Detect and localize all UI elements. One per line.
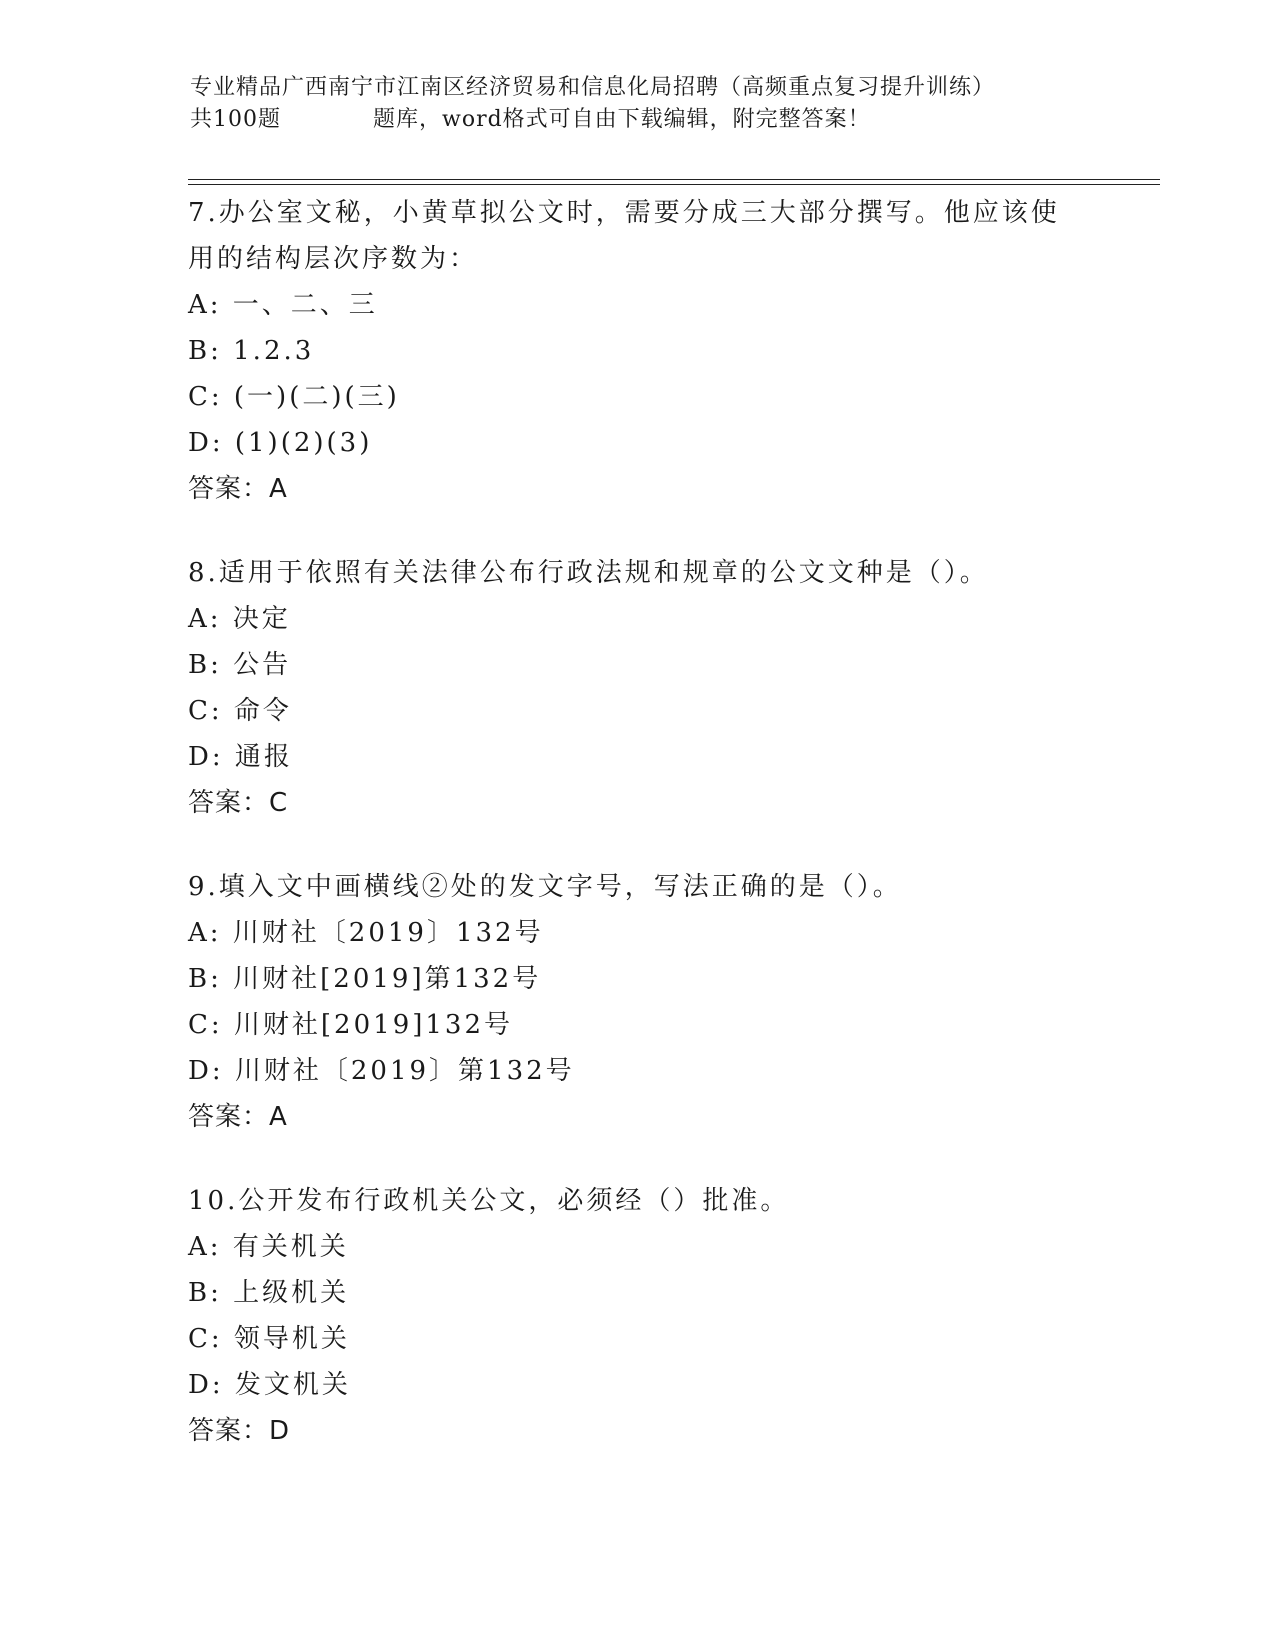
question-9 [188, 864, 1088, 1140]
question-10 [188, 1178, 1088, 1454]
option-b: B: 上级机关 [188, 1278, 350, 1308]
question-7 [188, 190, 1088, 512]
header-divider-bottom [188, 184, 1160, 185]
answer: 答案：D [188, 1416, 291, 1446]
question-stem: 8.适用于依照有关法律公布行政法规和规章的公文文种是（）。 [188, 558, 989, 588]
option-c: C: 川财社[2019]132号 [188, 1010, 513, 1040]
header-divider-top [188, 179, 1160, 180]
question-8 [188, 550, 1088, 826]
option-a: A: 决定 [188, 604, 291, 634]
question-stem: 9.填入文中画横线②处的发文字号，写法正确的是（）。 [188, 872, 902, 902]
option-d: D: 川财社〔2019〕第132号 [188, 1056, 575, 1086]
option-c: C: (一)(二)(三) [188, 382, 400, 412]
option-a: A: 川财社〔2019〕132号 [188, 918, 544, 948]
header-count: 共100题 [190, 107, 281, 132]
option-b: B: 川财社[2019]第132号 [188, 964, 542, 994]
option-b: B: 1.2.3 [188, 336, 315, 366]
option-a: A: 有关机关 [188, 1232, 349, 1262]
header-title: 专业精品广西南宁市江南区经济贸易和信息化局招聘（高频重点复习提升训练） [190, 75, 996, 100]
question-stem: 7.办公室文秘，小黄草拟公文时，需要分成三大部分撰写。他应该使用的结构层次序数为： [188, 198, 1060, 274]
header-description: 题库，word格式可自由下载编辑，附完整答案！ [373, 107, 871, 132]
option-d: D: (1)(2)(3) [188, 428, 373, 458]
question-stem: 10.公开发布行政机关公文，必须经（）批准。 [188, 1186, 790, 1216]
option-d: D: 通报 [188, 742, 293, 772]
option-d: D: 发文机关 [188, 1370, 351, 1400]
answer: 答案：C [188, 788, 289, 818]
answer: 答案：A [188, 1102, 288, 1132]
question-list [188, 190, 1088, 1492]
option-a: A: 一、二、三 [188, 290, 378, 320]
option-b: B: 公告 [188, 650, 292, 680]
option-c: C: 命令 [188, 696, 292, 726]
answer: 答案：A [188, 474, 288, 504]
header-subtitle [190, 104, 1090, 136]
document-header [190, 72, 1090, 136]
option-c: C: 领导机关 [188, 1324, 350, 1354]
